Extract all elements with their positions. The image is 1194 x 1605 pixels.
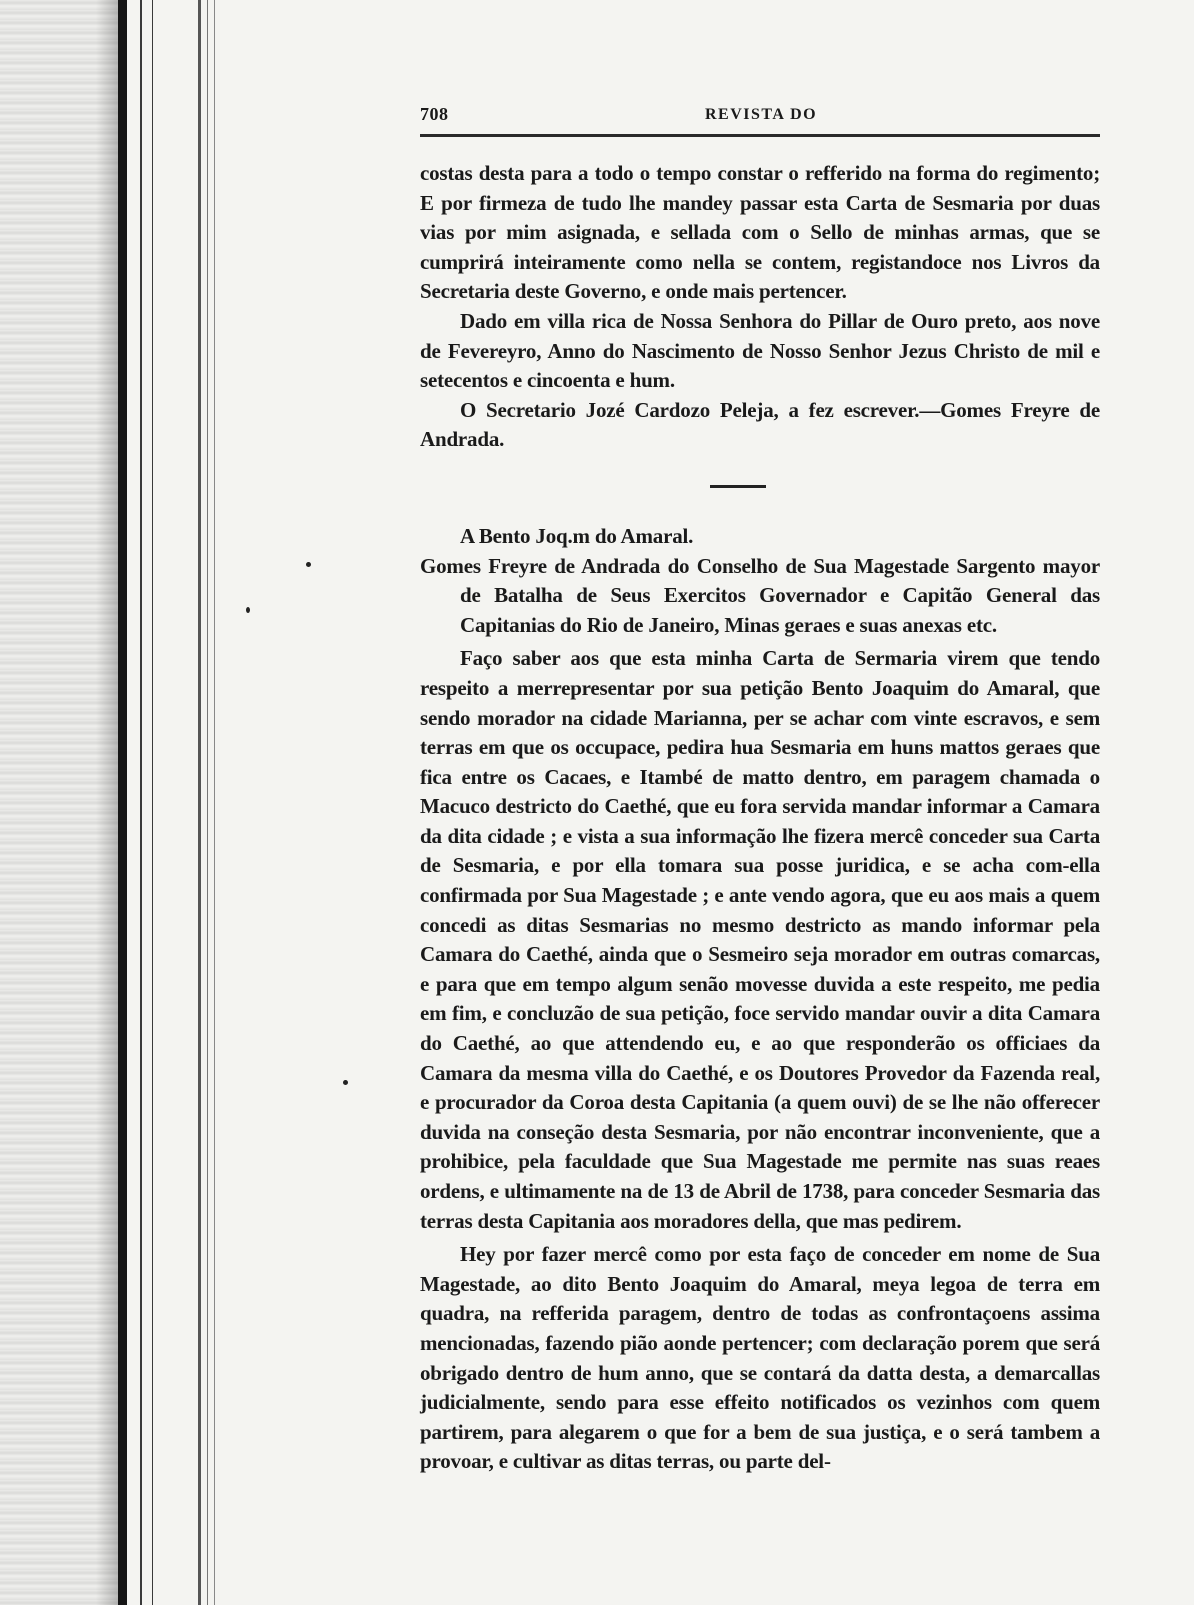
paragraph-titles: Gomes Freyre de Andrada do Conselho de Sua Magestade Sargento mayor de Batalha de Seus Exercitos Governador e Capitão General das Capitanias do Rio de Janeiro, Minas geraes e suas anexas etc. [420, 553, 1100, 637]
page-header [420, 100, 1100, 130]
ink-speck [343, 1080, 348, 1085]
running-title: REVISTA DO [705, 106, 818, 123]
header-rule [420, 134, 1100, 137]
page-number: 708 [420, 104, 449, 124]
paragraph-continuation: costas desta para a todo o tempo constar o refferido na forma do regimento; E por firmeza de tudo lhe mandey passar esta Carta de Sesmaria por duas vias por mim asignada, e sellada com o Sello de minhas armas, que se cumprirá inteiramente como nella se contem, registandoce nos Livros da Secretaria deste Governo, e onde mais pertencer. [420, 161, 1100, 304]
paragraph-date: Dado em villa rica de Nossa Senhora do Pillar de Ouro preto, aos nove de Fevereyro, Anno do Nascimento de Nosso Senhor Jezus Christo de mil e setecentos e cincoenta e hum. [420, 308, 1100, 393]
addressee-line: A Bento Joq.m do Amaral. [460, 523, 694, 548]
book-spine-margin [0, 0, 240, 1605]
paragraph-main: Faço saber aos que esta minha Carta de Sermaria virem que tendo respeito a merrepresentar por sua petição Bento Joaquim do Amaral, que sendo morador na cidade Marianna, per se achar com vinte escravos, e sem terras em que os occupace, pedira hua Sesmaria em huns mattos geraes que fica entre os Cacaes, e Itambé de matto dentro, em paragem chamada o Macuco destricto do Caethé, que eu fora servida mandar informar a Camara da dita cidade ; e vista a sua informação lhe fizera mercê conceder sua Carta de Sesmaria, e por ella tomara sua posse juridica, e se acha com-ella confirmada por Sua Magestade ; e ante vendo agora, que eu aos mais a quem concedi as ditas Sesmarias no mesmo destricto as mando informar pela Camara do Caethé, ainda que o Sesmeiro seja morador em outras comarcas, e para que em tempo algum senão movesse duvida a este respeito, me pedia em fim, e concluzão de sua petição, foce servido mandar ouvir a dita Camara do Caethé, ao que attendendo eu, e ao que responderão os officiaes da Camara da mesma villa do Caethé, e os Doutores Provedor da Fazenda real, e procurador da Coroa desta Capitania (a quem ouvi) de se lhe não offerecer duvida na conseção desta Sesmaria, por não encontrar inconveniente, que a prohibice, pela faculdade que Sua Magestade me permite nas suas reaes ordens, e ultimamente na de 13 de Abril de 1738, para conceder Sesmaria das terras desta Capitania aos moradores della, que mas pedirem. [420, 646, 1100, 1233]
ink-speck [246, 607, 250, 613]
ink-speck [306, 562, 311, 567]
document-page [420, 100, 1100, 1477]
spine-page-edge-line [198, 0, 201, 1605]
spine-thin-line [140, 0, 142, 1605]
spine-thick-line [118, 0, 127, 1605]
body-text [420, 159, 1100, 1477]
paragraph-grant: Hey por fazer mercê como por esta faço de conceder em nome de Sua Magestade, ao dito Bento Joaquim do Amaral, meya legoa de terra em quadra, na refferida paragem, dentro de todas as confrontaçoens assima mencionadas, fazendo pião aonde pertencer; com declaração porem que será obrigado dentro de hum anno, que se contará da datta desta, a demarcallas judicialmente, sendo para esse effeito notificados os vezinhos com quem partirem, para alegarem o que for a bem de sua justiça, e o será tambem a provoar, e cultivar as ditas terras, ou parte del- [420, 1242, 1100, 1474]
spine-thin-line [152, 0, 153, 1605]
spine-page-edge-line [214, 0, 215, 1605]
paragraph-signature: O Secretario Jozé Cardozo Peleja, a fez escrever.—Gomes Freyre de Andrada. [420, 397, 1100, 452]
section-separator [710, 485, 766, 488]
spine-page-edge-line [207, 0, 208, 1605]
spine-shadow [96, 0, 118, 1605]
